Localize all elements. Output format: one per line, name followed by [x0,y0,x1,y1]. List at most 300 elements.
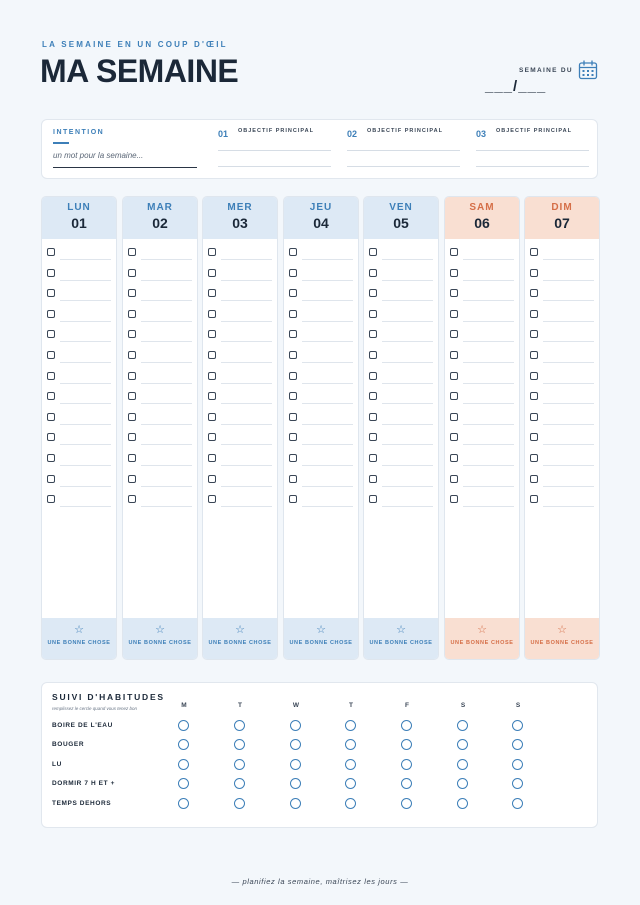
task-line[interactable] [221,424,272,425]
task-line[interactable] [141,444,192,445]
task-line[interactable] [463,321,514,322]
task-checkbox[interactable] [450,330,458,338]
task-row [530,494,594,515]
habit-circle[interactable] [457,778,468,789]
goal-line [347,166,460,167]
task-line[interactable] [302,341,353,342]
task-line[interactable] [221,362,272,363]
task-checkbox[interactable] [208,495,216,503]
good-thing-label: UNE BONNE CHOSE [128,640,192,646]
task-row [289,371,353,392]
task-row [128,350,192,371]
habit-circle[interactable] [290,739,301,750]
task-line[interactable] [463,486,514,487]
task-checkbox[interactable] [289,330,297,338]
task-checkbox[interactable] [128,392,136,400]
task-line[interactable] [543,321,594,322]
task-checkbox[interactable] [369,392,377,400]
task-checkbox[interactable] [289,372,297,380]
task-checkbox[interactable] [450,351,458,359]
task-checkbox[interactable] [530,495,538,503]
task-line[interactable] [141,300,192,301]
page-title: MA SEMAINE [40,53,239,89]
task-checkbox[interactable] [47,310,55,318]
task-line[interactable] [60,506,111,507]
habit-circle[interactable] [457,798,468,809]
task-checkbox[interactable] [47,372,55,380]
task-line[interactable] [141,486,192,487]
task-line[interactable] [463,403,514,404]
task-checkbox[interactable] [450,269,458,277]
task-row [530,453,594,474]
task-checkbox[interactable] [208,413,216,421]
task-checkbox[interactable] [369,372,377,380]
task-checkbox[interactable] [208,372,216,380]
task-line[interactable] [302,321,353,322]
task-checkbox[interactable] [47,330,55,338]
task-checkbox[interactable] [208,310,216,318]
task-line[interactable] [60,362,111,363]
task-row [450,474,514,495]
task-checkbox[interactable] [369,269,377,277]
task-line[interactable] [463,280,514,281]
task-line[interactable] [302,259,353,260]
star-icon: ☆ [155,624,165,636]
task-checkbox[interactable] [128,372,136,380]
task-line[interactable] [543,506,594,507]
task-line[interactable] [382,300,433,301]
task-checkbox[interactable] [369,330,377,338]
good-thing-box[interactable] [42,618,116,659]
task-checkbox[interactable] [289,248,297,256]
task-checkbox[interactable] [369,475,377,483]
task-checkbox[interactable] [128,475,136,483]
task-line[interactable] [543,486,594,487]
task-checkbox[interactable] [208,330,216,338]
task-row [450,309,514,330]
task-line[interactable] [302,280,353,281]
task-line[interactable] [221,506,272,507]
task-line[interactable] [543,362,594,363]
task-line[interactable] [302,424,353,425]
habit-circle[interactable] [234,739,245,750]
habit-circle[interactable] [401,759,412,770]
task-checkbox[interactable] [289,269,297,277]
task-checkbox[interactable] [369,413,377,421]
task-line[interactable] [382,403,433,404]
habit-circle[interactable] [178,798,189,809]
habit-circle[interactable] [345,778,356,789]
task-row [47,309,111,330]
task-checkbox[interactable] [128,248,136,256]
task-checkbox[interactable] [369,495,377,503]
task-line[interactable] [463,300,514,301]
task-row [47,474,111,495]
task-checkbox[interactable] [128,351,136,359]
task-line[interactable] [221,444,272,445]
task-list [530,247,594,515]
task-line[interactable] [463,362,514,363]
task-checkbox[interactable] [369,289,377,297]
task-row [128,268,192,289]
task-checkbox[interactable] [530,413,538,421]
task-row [208,371,272,392]
task-line[interactable] [463,424,514,425]
task-checkbox[interactable] [450,310,458,318]
task-checkbox[interactable] [289,413,297,421]
day-number: 07 [554,215,570,231]
task-row [450,247,514,268]
task-line[interactable] [543,424,594,425]
task-row [289,474,353,495]
task-checkbox[interactable] [450,392,458,400]
task-row [128,329,192,350]
task-checkbox[interactable] [47,269,55,277]
task-checkbox[interactable] [47,433,55,441]
task-checkbox[interactable] [530,475,538,483]
task-checkbox[interactable] [530,248,538,256]
task-checkbox[interactable] [128,413,136,421]
task-checkbox[interactable] [530,330,538,338]
task-checkbox[interactable] [289,289,297,297]
task-row [208,412,272,433]
task-line[interactable] [141,259,192,260]
task-checkbox[interactable] [289,495,297,503]
task-row [530,412,594,433]
task-line[interactable] [463,444,514,445]
task-line[interactable] [60,444,111,445]
task-checkbox[interactable] [369,454,377,462]
day-number: 05 [393,215,409,231]
task-checkbox[interactable] [369,310,377,318]
intention-input[interactable]: un mot pour la semaine... [53,151,144,160]
task-row [450,329,514,350]
task-row [208,494,272,515]
task-row [369,474,433,495]
habit-circle[interactable] [178,739,189,750]
task-row [289,494,353,515]
task-checkbox[interactable] [369,248,377,256]
task-line[interactable] [382,444,433,445]
task-row [208,474,272,495]
habit-circle[interactable] [457,739,468,750]
task-checkbox[interactable] [208,248,216,256]
habit-circle[interactable] [512,739,523,750]
task-line[interactable] [60,259,111,260]
task-line[interactable] [141,465,192,466]
task-line[interactable] [382,362,433,363]
task-checkbox[interactable] [128,269,136,277]
task-checkbox[interactable] [450,475,458,483]
habit-circle[interactable] [234,798,245,809]
task-checkbox[interactable] [47,495,55,503]
task-checkbox[interactable] [450,433,458,441]
task-line[interactable] [221,465,272,466]
task-line[interactable] [382,321,433,322]
task-line[interactable] [60,465,111,466]
task-checkbox[interactable] [530,289,538,297]
task-row [530,371,594,392]
task-row [450,268,514,289]
task-line[interactable] [543,383,594,384]
task-checkbox[interactable] [530,351,538,359]
good-thing-box[interactable] [364,618,438,659]
task-row [208,309,272,330]
task-line[interactable] [60,403,111,404]
day-name: JEU [309,202,333,213]
task-line[interactable] [382,259,433,260]
habit-circle[interactable] [512,798,523,809]
task-line[interactable] [141,362,192,363]
task-row [530,247,594,268]
good-thing-box[interactable] [123,618,197,659]
task-line[interactable] [141,383,192,384]
task-checkbox[interactable] [289,475,297,483]
task-checkbox[interactable] [450,495,458,503]
week-date-blank[interactable]: ___/___ [485,78,547,95]
task-line[interactable] [221,321,272,322]
task-line[interactable] [382,486,433,487]
task-row [208,391,272,412]
task-line[interactable] [382,506,433,507]
habit-circle[interactable] [401,720,412,731]
good-thing-box[interactable] [284,618,358,659]
task-row [289,391,353,412]
task-line[interactable] [60,383,111,384]
task-line[interactable] [302,300,353,301]
task-line[interactable] [302,444,353,445]
task-row [369,247,433,268]
habit-circle[interactable] [345,798,356,809]
habit-circle[interactable] [290,798,301,809]
task-row [208,453,272,474]
task-line[interactable] [221,259,272,260]
task-checkbox[interactable] [450,372,458,380]
task-row [450,350,514,371]
task-line[interactable] [382,280,433,281]
good-thing-label: UNE BONNE CHOSE [530,640,594,646]
habit-circle[interactable] [290,778,301,789]
habit-circle[interactable] [234,720,245,731]
day-header [42,197,116,239]
task-line[interactable] [463,341,514,342]
habit-circle[interactable] [512,759,523,770]
good-thing-box[interactable] [203,618,277,659]
task-checkbox[interactable] [289,392,297,400]
task-checkbox[interactable] [450,454,458,462]
task-checkbox[interactable] [128,310,136,318]
habit-circle[interactable] [401,798,412,809]
habit-circle[interactable] [512,778,523,789]
habit-subtitle: remplissez le cercle quand vous tenez bon [52,706,138,711]
task-line[interactable] [543,341,594,342]
task-line[interactable] [141,403,192,404]
task-checkbox[interactable] [128,330,136,338]
task-checkbox[interactable] [289,351,297,359]
task-line[interactable] [60,486,111,487]
habit-circle[interactable] [290,720,301,731]
habit-circle[interactable] [290,759,301,770]
task-line[interactable] [141,424,192,425]
task-line[interactable] [302,362,353,363]
habit-circle[interactable] [401,739,412,750]
task-checkbox[interactable] [369,351,377,359]
habit-day-label: M [181,702,187,709]
task-checkbox[interactable] [450,289,458,297]
task-line[interactable] [221,300,272,301]
task-line[interactable] [382,465,433,466]
day-name: SAM [469,202,495,213]
day-name: DIM [551,202,573,213]
task-line[interactable] [221,280,272,281]
task-row [530,329,594,350]
task-checkbox[interactable] [47,248,55,256]
task-line[interactable] [543,300,594,301]
task-line[interactable] [60,321,111,322]
task-line[interactable] [463,465,514,466]
task-checkbox[interactable] [47,454,55,462]
task-checkbox[interactable] [128,454,136,462]
task-checkbox[interactable] [208,475,216,483]
task-line[interactable] [221,341,272,342]
task-line[interactable] [543,403,594,404]
day-column-sam [444,196,520,660]
task-row [47,329,111,350]
task-checkbox[interactable] [530,372,538,380]
habit-tracker [41,682,598,828]
task-checkbox[interactable] [369,433,377,441]
habit-day-label: T [349,702,353,709]
task-row [450,494,514,515]
task-checkbox[interactable] [47,392,55,400]
day-name: MAR [147,202,173,213]
task-checkbox[interactable] [530,433,538,441]
habit-circle[interactable] [512,720,523,731]
task-row [369,309,433,330]
habit-circle[interactable] [178,720,189,731]
task-checkbox[interactable] [128,495,136,503]
habit-circle[interactable] [345,720,356,731]
task-line[interactable] [221,383,272,384]
task-checkbox[interactable] [208,269,216,277]
task-checkbox[interactable] [208,351,216,359]
task-row [530,268,594,289]
task-line[interactable] [382,424,433,425]
task-checkbox[interactable] [530,392,538,400]
intention-label: INTENTION [53,129,105,136]
task-checkbox[interactable] [47,351,55,359]
star-icon: ☆ [316,624,326,636]
task-checkbox[interactable] [128,289,136,297]
task-line[interactable] [60,341,111,342]
habit-circle[interactable] [457,720,468,731]
task-checkbox[interactable] [208,454,216,462]
task-line[interactable] [543,280,594,281]
task-line[interactable] [141,506,192,507]
task-row [47,494,111,515]
habit-circle[interactable] [345,739,356,750]
task-list [289,247,353,515]
task-line[interactable] [463,506,514,507]
task-line[interactable] [302,403,353,404]
task-line[interactable] [221,403,272,404]
task-row [450,453,514,474]
task-line[interactable] [543,444,594,445]
task-line[interactable] [221,486,272,487]
task-checkbox[interactable] [289,310,297,318]
task-line[interactable] [60,280,111,281]
task-row [369,432,433,453]
task-checkbox[interactable] [450,248,458,256]
habit-circle[interactable] [178,778,189,789]
task-checkbox[interactable] [128,433,136,441]
habit-circle[interactable] [234,759,245,770]
task-row [289,432,353,453]
day-name: MER [227,202,253,213]
task-line[interactable] [382,383,433,384]
task-row [450,432,514,453]
task-line[interactable] [302,506,353,507]
habit-circle[interactable] [234,778,245,789]
task-row [208,432,272,453]
task-row [289,453,353,474]
task-line[interactable] [302,383,353,384]
task-line[interactable] [141,321,192,322]
task-checkbox[interactable] [47,413,55,421]
task-line[interactable] [302,486,353,487]
good-thing-box[interactable] [445,618,519,659]
task-checkbox[interactable] [47,289,55,297]
task-checkbox[interactable] [47,475,55,483]
task-line[interactable] [60,300,111,301]
task-row [369,391,433,412]
task-checkbox[interactable] [289,433,297,441]
habit-circle[interactable] [178,759,189,770]
task-line[interactable] [60,424,111,425]
task-checkbox[interactable] [530,454,538,462]
task-checkbox[interactable] [530,269,538,277]
task-line[interactable] [463,383,514,384]
habit-circle[interactable] [401,778,412,789]
task-line[interactable] [141,280,192,281]
task-line[interactable] [382,341,433,342]
task-checkbox[interactable] [208,289,216,297]
task-row [289,350,353,371]
task-checkbox[interactable] [208,433,216,441]
task-row [47,350,111,371]
day-name: LUN [67,202,91,213]
task-checkbox[interactable] [208,392,216,400]
habit-circle[interactable] [345,759,356,770]
goal-label: OBJECTIF PRINCIPAL [496,128,572,134]
task-line[interactable] [463,259,514,260]
task-checkbox[interactable] [289,454,297,462]
task-line[interactable] [141,341,192,342]
task-row [128,412,192,433]
task-row [128,432,192,453]
good-thing-box[interactable] [525,618,599,659]
task-line[interactable] [543,259,594,260]
task-line[interactable] [543,465,594,466]
task-checkbox[interactable] [450,413,458,421]
task-row [369,350,433,371]
task-row [128,288,192,309]
task-line[interactable] [302,465,353,466]
task-checkbox[interactable] [530,310,538,318]
habit-circle[interactable] [457,759,468,770]
good-thing-label: UNE BONNE CHOSE [289,640,353,646]
task-row [450,391,514,412]
